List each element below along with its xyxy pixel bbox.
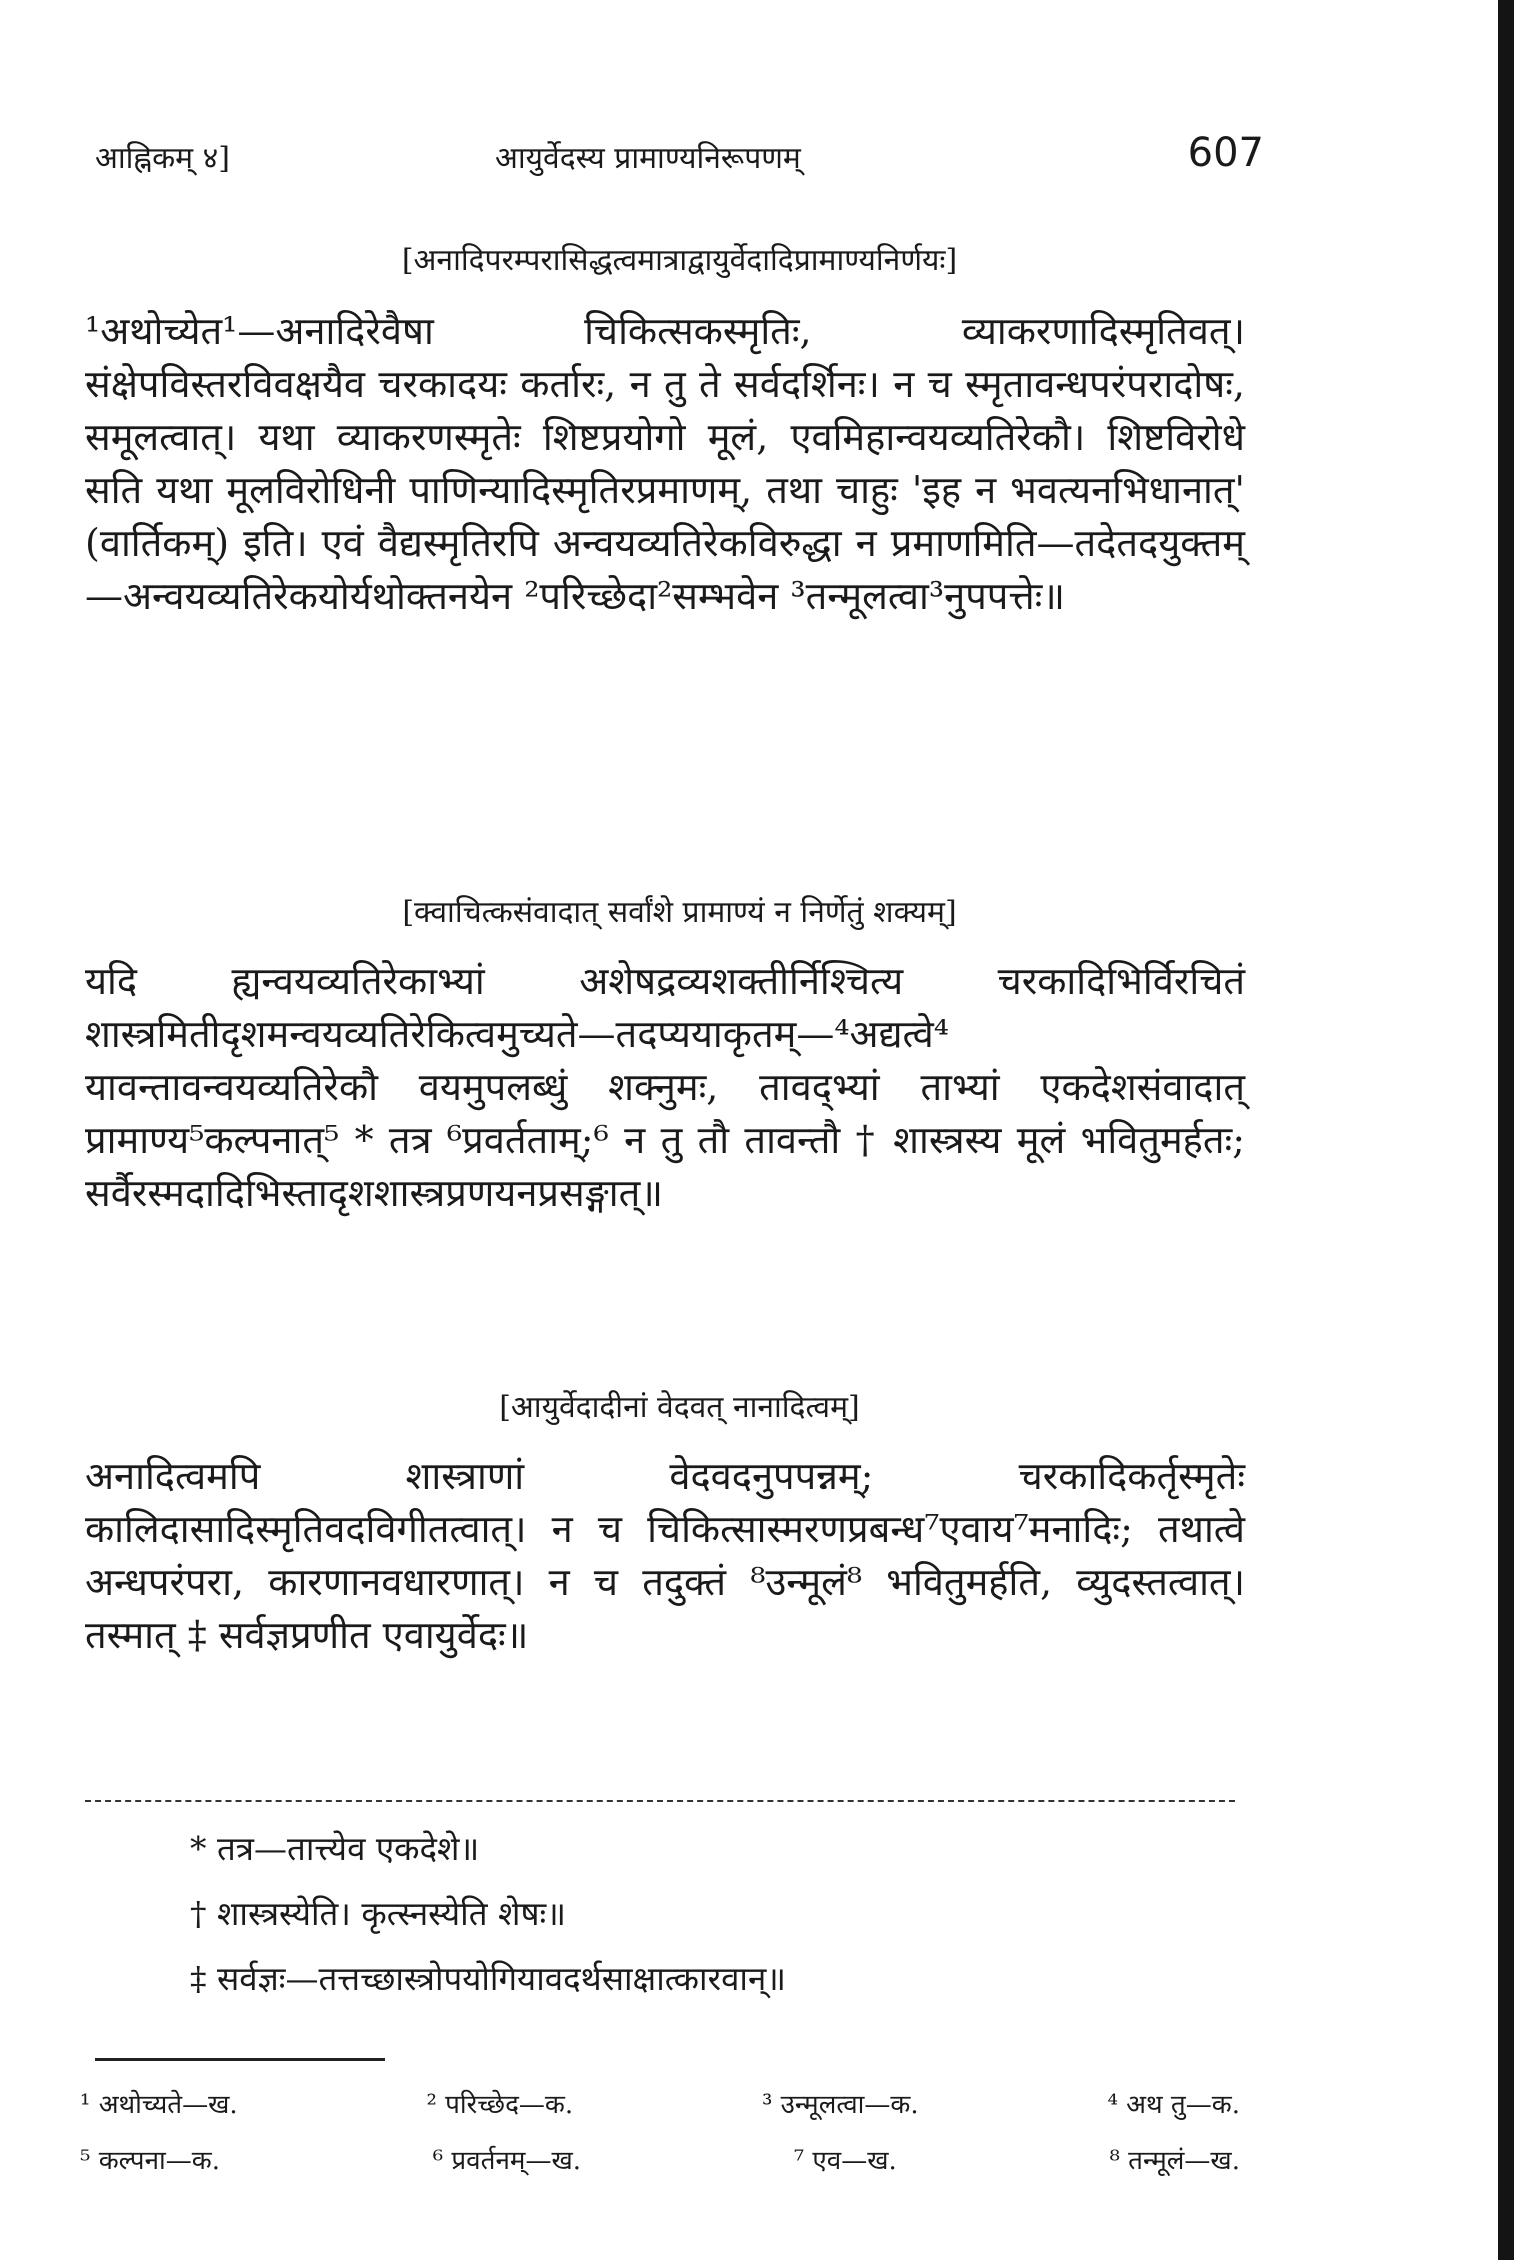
running-title: आयुर्वेदस्य प्रामाण्यनिरूपणम्: [495, 141, 801, 176]
section-heading-1: [अनादिपरम्परासिद्धत्वमात्राद्वायुर्वेदादिप्रामाण्यनिर्णयः]: [401, 243, 958, 278]
scan-edge-shadow: [1498, 0, 1514, 2260]
variant-row: [80, 2141, 1240, 2197]
variant-row: [80, 2085, 1240, 2141]
variant-reading: ¹ अथोच्यते—ख.: [80, 2090, 238, 2120]
notes-divider: [85, 1800, 1235, 1802]
variant-reading: ³ उन्मूलत्वा—क.: [761, 2090, 919, 2120]
section-heading-3: [आयुर्वेदादीनां वेदवत् नानादित्वम्]: [499, 1390, 860, 1425]
paragraph-2: यदि ह्यन्वयव्यतिरेकाभ्यां अशेषद्रव्यशक्तीर्निश्चित्य चरकादिभिर्विरचितं शास्त्रमितीदृशमन्वयव्यतिरेकित्वमुच्यते—तदप्ययाकृतम्—⁴अद्यत्वे⁴ यावन्तावन्वयव्यतिरेकौ वयमुपलब्धुं शक्नुमः, तावद्भ्यां ताभ्यां एकदेशसंवादात् प्रामाण्य⁵कल्पनात्⁵ * तत्र ⁶प्रवर्तताम्;⁶ न तु तौ तावन्तौ † शास्त्रस्य मूलं भवितुमर्हतः; सर्वैरस्मदादिभिस्तादृशशास्त्रप्रणयनप्रसङ्गात्॥: [85, 959, 1245, 1215]
variant-readings: [80, 2085, 1240, 2197]
paragraph-1: ¹अथोच्येत¹—अनादिरेवैषा चिकित्सकस्मृतिः, व्याकरणादिस्मृतिवत्। संक्षेपविस्तरविवक्षयैव चरकादयः कर्तारः, न तु ते सर्वदर्शिनः। न च स्मृतावन्धपरंपरादोषः, समूलत्वात्। यथा व्याकरणस्मृतेः शिष्टप्रयोगो मूलं, एवमिहान्वयव्यतिरेकौ। शिष्टविरोधे सति यथा मूलविरोधिनी पाणिन्यादिस्मृतिरप्रमाणम्, तथा चाहुः 'इह न भवत्यनभिधानात्' (वार्तिकम्) इति। एवं वैद्यस्मृतिरपि अन्वयव्यतिरेकविरुद्धा न प्रमाणमिति—तदेतदयुक्तम्—अन्वयव्यतिरेकयोर्यथोक्तनयेन ²परिच्छेदा²सम्भवेन ³तन्मूलत्वा³नुपपत्तेः॥: [85, 309, 1245, 618]
running-header: [95, 130, 1264, 190]
chapter-label: आह्निकम् ४]: [95, 141, 230, 176]
footnote-rule: [95, 2058, 385, 2061]
variant-reading: ⁸ तन्मूलं—ख.: [1109, 2146, 1240, 2176]
variant-reading: ⁶ प्रवर्तनम्—ख.: [432, 2146, 581, 2176]
note-2: † शास्त्रस्येति। कृत्स्नस्येति शेषः॥: [190, 1894, 566, 1933]
variant-reading: ⁴ अथ तु—क.: [1107, 2090, 1240, 2120]
note-3: ‡ सर्वज्ञः—तत्तच्छास्त्रोपयोगियावदर्थसाक्षात्कारवान्॥: [190, 1959, 787, 1998]
variant-reading: ² परिच्छेद—क.: [426, 2090, 574, 2120]
page-number: 607: [1187, 130, 1264, 176]
section-heading-2: [क्वाचित्कसंवादात् सर्वांशे प्रामाण्यं न निर्णेतुं शक्यम्]: [402, 895, 957, 930]
variant-reading: ⁵ कल्पना—क.: [80, 2146, 220, 2176]
paragraph-3: अनादित्वमपि शास्त्राणां वेदवदनुपपन्नम्; चरकादिकर्तृस्मृतेः कालिदासादिस्मृतिवदविगीतत्वात्। न च चिकित्सास्मरणप्रबन्ध⁷एवाय⁷मनादिः; तथात्वे अन्धपरंपरा, कारणानवधारणात्। न च तदुक्तं ⁸उन्मूलं⁸ भवितुमर्हति, व्युदस्तत्वात्। तस्मात् ‡ सर्वज्ञप्रणीत एवायुर्वेदः॥: [85, 1454, 1245, 1657]
variant-reading: ⁷ एव—ख.: [793, 2146, 897, 2176]
note-1: * तत्र—तात्त्येव एकदेशे॥: [190, 1829, 480, 1868]
